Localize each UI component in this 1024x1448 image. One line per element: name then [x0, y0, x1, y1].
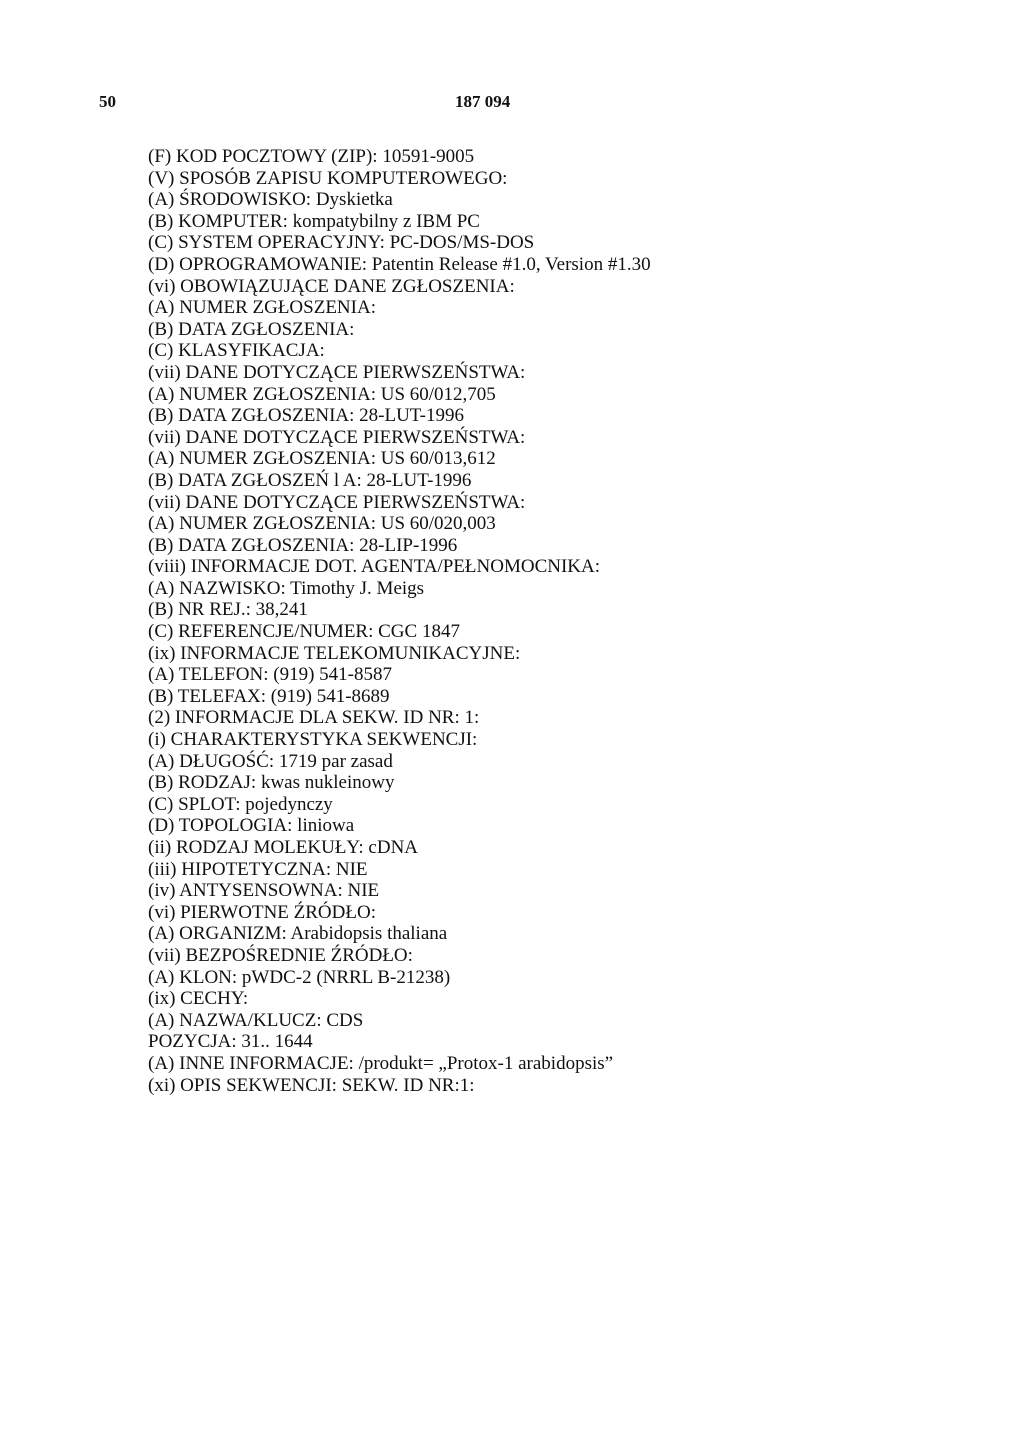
text-line: (ix) INFORMACJE TELEKOMUNIKACYJNE:	[148, 642, 521, 664]
text-line: (ii) RODZAJ MOLEKUŁY: cDNA	[148, 837, 419, 858]
text-line: (B) DATA ZGŁOSZEŃ l A: 28-LUT-1996	[148, 469, 472, 491]
text-line: (A) NUMER ZGŁOSZENIA: US 60/012,705	[148, 383, 496, 405]
page-number: 50	[99, 92, 116, 111]
text-line: (B) DATA ZGŁOSZENIA: 28-LUT-1996	[148, 405, 464, 427]
text-line: (B) DATA ZGŁOSZENIA: 28-LIP-1996	[148, 534, 458, 556]
text-line: (A) NAZWISKO: Timothy J. Meigs	[148, 577, 425, 599]
text-line: (C) SPLOT: pojedynczy	[148, 793, 333, 815]
text-line: (xi) OPIS SEKWENCJI: SEKW. ID NR:1:	[148, 1074, 475, 1096]
text-line: (vii) DANE DOTYCZĄCE PIERWSZEŃSTWA:	[148, 491, 526, 513]
text-line: (ix) CECHY:	[148, 988, 249, 1010]
text-line: (C) SYSTEM OPERACYJNY: PC-DOS/MS-DOS	[148, 232, 535, 254]
text-line: (B) DATA ZGŁOSZENIA:	[148, 318, 355, 340]
text-line: (2) INFORMACJE DLA SEKW. ID NR: 1:	[148, 707, 480, 729]
text-line: (i) CHARAKTERYSTYKA SEKWENCJI:	[148, 729, 478, 751]
text-line: (C) REFERENCJE/NUMER: CGC 1847	[148, 621, 460, 643]
text-line: (A) TELEFON: (919) 541-8587	[148, 664, 392, 686]
text-line: (D) OPROGRAMOWANIE: Patentin Release #1.0, Version #1.30	[148, 253, 651, 275]
text-line: (V) SPOSÓB ZAPISU KOMPUTEROWEGO:	[148, 167, 508, 189]
text-line: (vii) DANE DOTYCZĄCE PIERWSZEŃSTWA:	[148, 426, 526, 448]
text-line: (D) TOPOLOGIA: liniowa	[148, 815, 355, 837]
text-line: (B) NR REJ.: 38,241	[148, 599, 308, 621]
text-line: (vi) OBOWIĄZUJĄCE DANE ZGŁOSZENIA:	[148, 275, 515, 297]
text-line: (A) ORGANIZM: Arabidopsis thaliana	[148, 923, 448, 945]
text-line: (A) NUMER ZGŁOSZENIA: US 60/020,003	[148, 513, 496, 535]
text-line: (F) KOD POCZTOWY (ZIP): 10591-9005	[148, 146, 475, 167]
text-line: (vi) PIERWOTNE ŹRÓDŁO:	[148, 901, 376, 923]
text-line: (A) NAZWA/KLUCZ: CDS	[148, 1009, 364, 1031]
text-line: (vii) DANE DOTYCZĄCE PIERWSZEŃSTWA:	[148, 361, 526, 383]
document-body	[148, 146, 928, 1096]
text-line: (B) KOMPUTER: kompatybilny z IBM PC	[148, 210, 480, 232]
text-line: (A) INNE INFORMACJE: /produkt= „Protox-1 arabidopsis”	[148, 1052, 614, 1074]
document-number: 187 094	[455, 92, 511, 111]
text-line: (A) DŁUGOŚĆ: 1719 par zasad	[148, 750, 393, 772]
text-line: POZYCJA: 31.. 1644	[148, 1031, 313, 1053]
text-line: (iii) HIPOTETYCZNA: NIE	[148, 858, 368, 880]
text-line: (B) TELEFAX: (919) 541-8689	[148, 685, 390, 707]
text-line: (A) NUMER ZGŁOSZENIA: US 60/013,612	[148, 448, 496, 470]
text-line: (C) KLASYFIKACJA:	[148, 340, 325, 362]
text-line: (viii) INFORMACJE DOT. AGENTA/PEŁNOMOCNIKA:	[148, 556, 601, 578]
text-line: (A) ŚRODOWISKO: Dyskietka	[148, 189, 393, 211]
text-line: (A) KLON: pWDC-2 (NRRL B-21238)	[148, 966, 451, 988]
text-line: (B) RODZAJ: kwas nukleinowy	[148, 772, 395, 794]
text-line: (iv) ANTYSENSOWNA: NIE	[148, 880, 380, 902]
text-line: (vii) BEZPOŚREDNIE ŹRÓDŁO:	[148, 944, 413, 966]
text-line: (A) NUMER ZGŁOSZENIA:	[148, 297, 376, 319]
